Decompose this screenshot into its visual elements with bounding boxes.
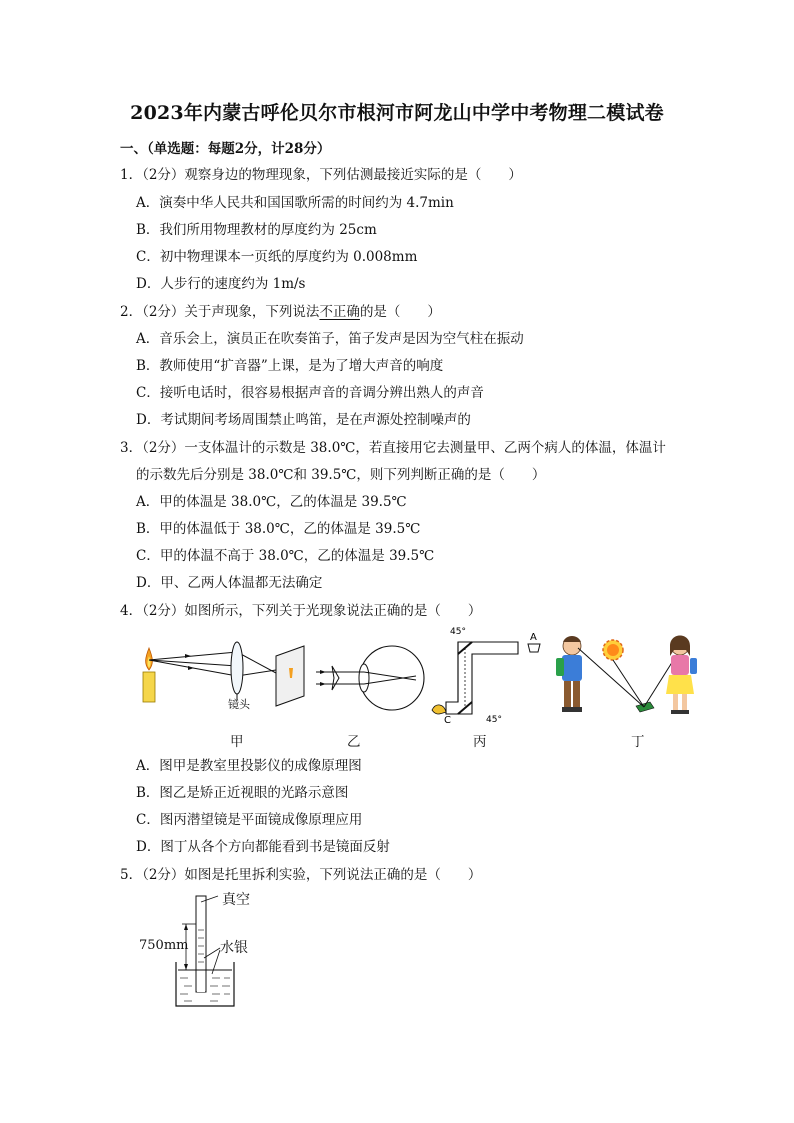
question-1-option-c[interactable]: C．初中物理课本一页纸的厚度约为 0.008mm (136, 249, 418, 265)
vacuum-label: 真空 (222, 892, 250, 908)
question-1-option-d[interactable]: D．人步行的速度约为 1m/s (136, 276, 306, 292)
periscope-point-a: A (530, 632, 537, 643)
section-heading: 一、（单选题：每题2分，计28分） (120, 141, 331, 157)
figure-ding-diffuse-reflection (550, 628, 710, 720)
question-2-option-b[interactable]: B．教师使用“扩音器”上课，是为了增大声音的响度 (136, 358, 444, 374)
question-2-stem-emphasis: 不正确 (319, 304, 360, 320)
question-2-stem-pre: 2．（2分）关于声现象，下列说法 (120, 304, 320, 320)
mercury-label: 水银 (220, 940, 248, 956)
figure-yi-eye (312, 636, 428, 720)
question-3-option-b[interactable]: B．甲的体温低于 38.0℃，乙的体温是 39.5℃ (136, 521, 421, 537)
figure-jia-projector (136, 638, 308, 714)
question-4-option-b[interactable]: B．图乙是矫正近视眼的光路示意图 (136, 785, 349, 801)
question-3-stem: 3．（2分）一支体温计的示数是 38.0℃，若直接用它去测量甲、乙两个病人的体温，体温计 (120, 440, 666, 456)
height-label: 750mm (139, 938, 189, 953)
periscope-angle-bottom: 45° (486, 715, 502, 725)
question-4-option-d[interactable]: D．图丁从各个方向都能看到书是镜面反射 (136, 839, 390, 855)
figure-jia-caption: 甲 (230, 734, 244, 750)
periscope-angle-top: 45° (450, 627, 466, 637)
question-2-stem-post: 的是（ ） (359, 304, 441, 320)
exam-title: 2023年内蒙古呼伦贝尔市根河市阿龙山中学中考物理二模试卷 (130, 102, 664, 124)
figure-bing-caption: 丙 (473, 734, 487, 750)
question-4-option-a[interactable]: A．图甲是教室里投影仪的成像原理图 (136, 758, 362, 774)
periscope-point-c: C (444, 715, 451, 726)
question-4-option-c[interactable]: C．图丙潜望镜是平面镜成像原理应用 (136, 812, 363, 828)
question-2-option-d[interactable]: D．考试期间考场周围禁止鸣笛，是在声源处控制噪声的 (136, 412, 471, 428)
question-2-stem (120, 300, 441, 320)
question-3-option-a[interactable]: A．甲的体温是 38.0℃，乙的体温是 39.5℃ (136, 494, 407, 510)
question-3-option-d[interactable]: D．甲、乙两人体温都无法确定 (136, 575, 323, 591)
question-1-option-a[interactable]: A．演奏中华人民共和国国歌所需的时间约为 4.7min (136, 195, 454, 211)
question-3-option-c[interactable]: C．甲的体温不高于 38.0℃，乙的体温是 39.5℃ (136, 548, 435, 564)
question-1-option-b[interactable]: B．我们所用物理教材的厚度约为 25cm (136, 222, 377, 238)
figure-bing-periscope (428, 622, 544, 732)
question-2-option-c[interactable]: C．接听电话时，很容易根据声音的音调分辨出熟人的声音 (136, 385, 484, 401)
question-5-stem: 5．（2分）如图是托里拆利实验，下列说法正确的是（ ） (120, 867, 482, 883)
figure-jia-lens-label: 镜头 (228, 698, 250, 711)
question-3-stem-cont: 的示数先后分别是 38.0℃和 39.5℃，则下列判断正确的是（ ） (136, 467, 546, 483)
question-2-option-a[interactable]: A．音乐会上，演员正在吹奏笛子，笛子发声是因为空气柱在振动 (136, 331, 524, 347)
question-4-stem: 4．（2分）如图所示，下列关于光现象说法正确的是（ ） (120, 603, 482, 619)
figure-yi-caption: 乙 (347, 734, 361, 750)
question-1-stem: 1．（2分）观察身边的物理现象，下列估测最接近实际的是（ ） (120, 167, 522, 183)
figure-ding-caption: 丁 (631, 734, 645, 750)
